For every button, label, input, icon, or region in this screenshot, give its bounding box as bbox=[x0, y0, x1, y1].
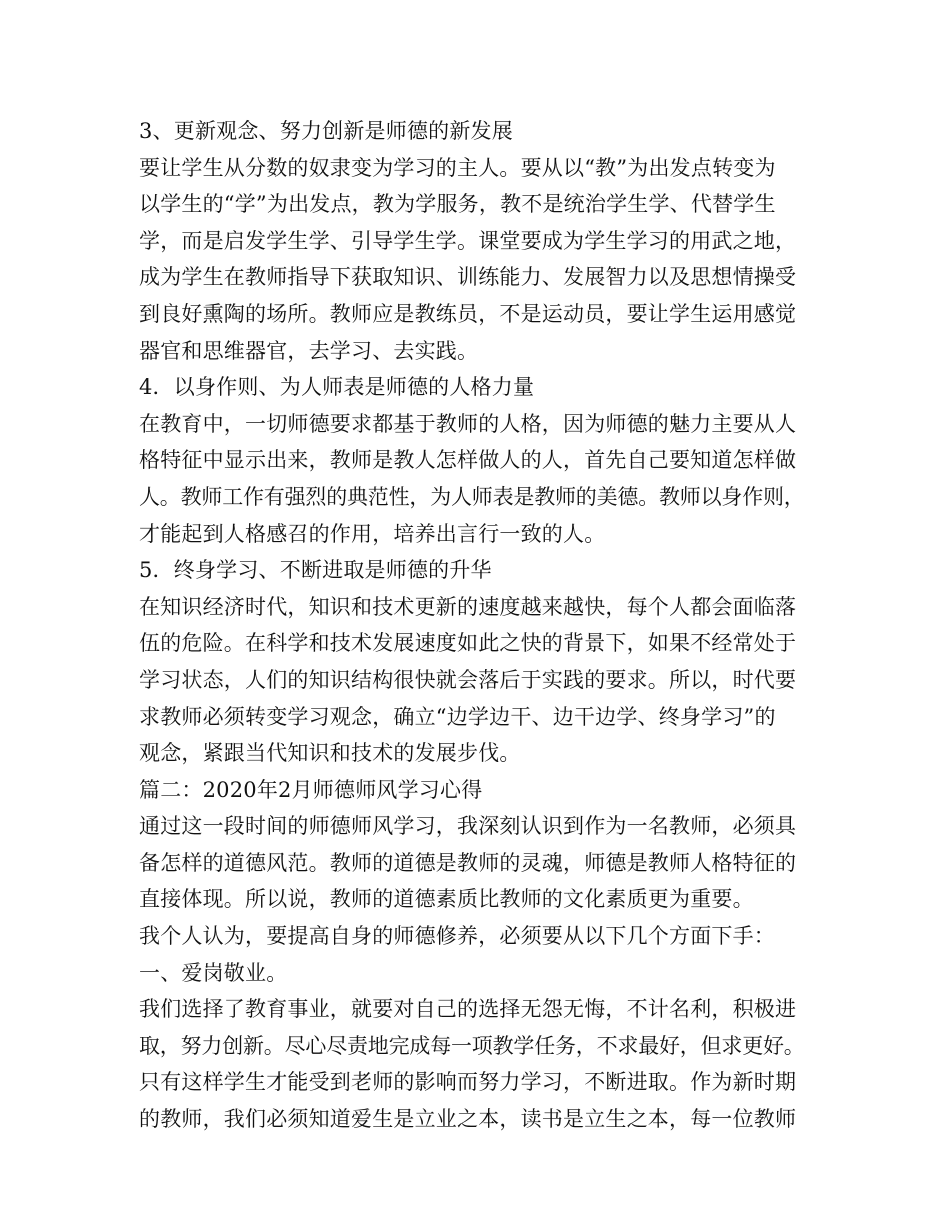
paragraph-line: 我个人认为，要提高自身的师德修养，必须要从以下几个方面下手： bbox=[139, 924, 775, 949]
paragraph-line: 直接体现。所以说，教师的道德素质比教师的文化素质更为重要。 bbox=[139, 887, 754, 912]
section-heading-4: 4．以身作则、为人师表是师德的人格力量 bbox=[139, 375, 535, 400]
paragraph-line: 学习状态，人们的知识结构很快就会落后于实践的要求。所以，时代要 bbox=[139, 667, 797, 692]
paragraph-line: 以学生的“学”为出发点，教为学服务，教不是统治学生学、代替学生 bbox=[139, 192, 776, 217]
document-body bbox=[139, 113, 819, 1138]
paragraph-line: 求教师必须转变学习观念，确立“边学边干、边干边学、终身学习”的 bbox=[139, 704, 776, 729]
paragraph-line: 学，而是启发学生学、引导学生学。课堂要成为学生学习的用武之地， bbox=[139, 228, 797, 253]
paragraph-line: 备怎样的道德风范。教师的道德是教师的灵魂，师德是教师人格特征的 bbox=[139, 850, 797, 875]
paragraph-line: 的教师，我们必须知道爱生是立业之本，读书是立生之本，每一位教师 bbox=[139, 1107, 797, 1132]
paragraph-line: 要让学生从分数的奴隶变为学习的主人。要从以“教”为出发点转变为 bbox=[139, 155, 776, 180]
paragraph-line: 伍的危险。在科学和技术发展速度如此之快的背景下，如果不经常处于 bbox=[139, 631, 797, 656]
paragraph-line: 成为学生在教师指导下获取知识、训练能力、发展智力以及思想情操受 bbox=[139, 265, 797, 290]
paragraph-line: 器官和思维器官，去学习、去实践。 bbox=[139, 338, 479, 363]
paragraph-line: 才能起到人格感召的作用，培养出言行一致的人。 bbox=[139, 521, 606, 546]
section-heading-5: 5．终身学习、不断进取是师德的升华 bbox=[139, 558, 492, 583]
paragraph-line: 取，努力创新。尽心尽责地完成每一项教学任务，不求最好，但求更好。 bbox=[139, 1033, 805, 1058]
paragraph-line: 只有这样学生才能受到老师的影响而努力学习，不断进取。作为新时期 bbox=[139, 1070, 797, 1095]
section-heading-3: 3、更新观念、努力创新是师德的新发展 bbox=[139, 119, 513, 143]
paragraph-line: 通过这一段时间的师德师风学习，我深刻认识到作为一名教师，必须具 bbox=[139, 814, 797, 839]
paragraph-line: 我们选择了教育事业，就要对自己的选择无怨无悔，不计名利，积极进 bbox=[139, 997, 797, 1022]
paragraph-line: 到良好熏陶的场所。教师应是教练员，不是运动员，要让学生运用感觉 bbox=[139, 301, 797, 326]
paragraph-line: 在知识经济时代，知识和技术更新的速度越来越快，每个人都会面临落 bbox=[139, 594, 797, 619]
paragraph-line: 格特征中显示出来，教师是教人怎样做人的人，首先自己要知道怎样做 bbox=[139, 448, 797, 473]
paragraph-line: 在教育中，一切师德要求都基于教师的人格，因为师德的魅力主要从人 bbox=[139, 411, 797, 436]
subsection-heading: 一、爱岗敬业。 bbox=[139, 960, 288, 985]
paragraph-line: 人。教师工作有强烈的典范性，为人师表是教师的美德。教师以身作则， bbox=[139, 484, 805, 509]
article-heading: 篇二：2020年2月师德师风学习心得 bbox=[139, 777, 483, 802]
paragraph-line: 观念，紧跟当代知识和技术的发展步伐。 bbox=[139, 741, 521, 766]
